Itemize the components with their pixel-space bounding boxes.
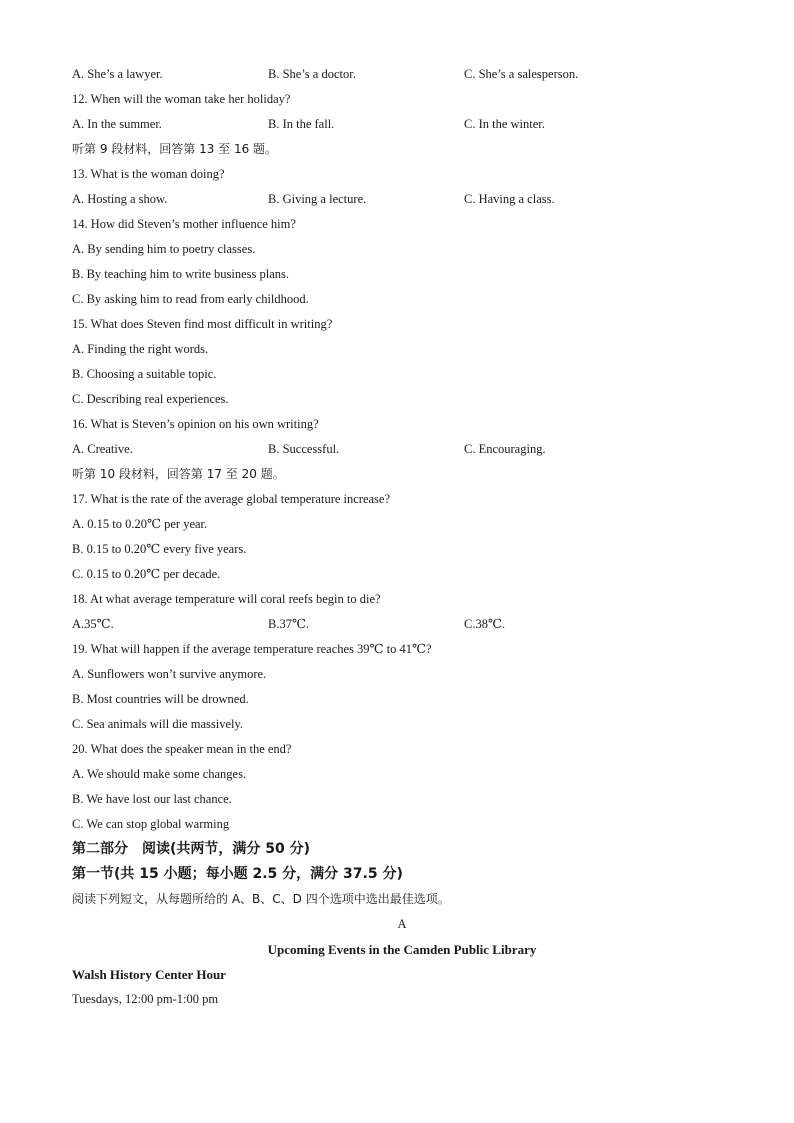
q11-option-a: A. She’s a lawyer.: [72, 67, 163, 81]
q19-option-b: B. Most countries will be drowned.: [72, 692, 249, 706]
q15-option-a: A. Finding the right words.: [72, 342, 209, 356]
q20-option-b: B. We have lost our last chance.: [72, 792, 232, 806]
q16-options: [72, 437, 732, 462]
q13-option-b: B. Giving a lecture.: [268, 192, 367, 206]
q11-options: [72, 62, 732, 87]
q17-stem: 17. What is the rate of the average global temperature increase?: [72, 492, 391, 506]
q16-stem: 16. What is Steven’s opinion on his own writing?: [72, 417, 319, 431]
section-9-heading: 听第 9 段材料，回答第 13 至 16 题。: [72, 142, 278, 156]
q14-option-a: A. By sending him to poetry classes.: [72, 242, 256, 256]
q18-options: [72, 612, 732, 637]
q14-stem: 14. How did Steven’s mother influence him?: [72, 217, 296, 231]
section-10-heading: 听第 10 段材料，回答第 17 至 20 题。: [72, 467, 285, 481]
q18-option-c: C.38℃.: [464, 617, 506, 631]
q12-option-a: A. In the summer.: [72, 117, 162, 131]
q15-stem: 15. What does Steven find most difficult in writing?: [72, 317, 333, 331]
q19-option-c: C. Sea animals will die massively.: [72, 717, 244, 731]
q20-option-c: C. We can stop global warming: [72, 817, 230, 831]
q18-stem: 18. At what average temperature will coral reefs begin to die?: [72, 592, 381, 606]
q19-option-a: A. Sunflowers won’t survive anymore.: [72, 667, 267, 681]
q11-option-c: C. She’s a salesperson.: [464, 67, 579, 81]
q14-option-b: B. By teaching him to write business plans.: [72, 267, 289, 281]
q18-option-a: A.35℃.: [72, 617, 114, 631]
q11-option-b: B. She’s a doctor.: [268, 67, 356, 81]
q12-options: [72, 112, 732, 137]
event-1-time: Tuesdays, 12:00 pm-1:00 pm: [72, 992, 219, 1006]
q17-option-c: C. 0.15 to 0.20℃ per decade.: [72, 567, 221, 581]
reading-instruction: 阅读下列短文，从每题所给的 A、B、C、D 四个选项中选出最佳选项。: [72, 892, 450, 906]
passage-title: Upcoming Events in the Camden Public Library: [267, 942, 537, 957]
part-2-heading: 第二部分 阅读(共两节，满分 50 分): [72, 841, 311, 857]
q13-option-a: A. Hosting a show.: [72, 192, 168, 206]
q16-option-b: B. Successful.: [268, 442, 340, 456]
exam-page: [72, 62, 732, 1012]
q12-option-c: C. In the winter.: [464, 117, 545, 131]
q13-option-c: C. Having a class.: [464, 192, 555, 206]
q12-option-b: B. In the fall.: [268, 117, 335, 131]
part-2-section-1-heading: 第一节(共 15 小题；每小题 2.5 分，满分 37.5 分): [72, 866, 403, 882]
q20-option-a: A. We should make some changes.: [72, 767, 247, 781]
q12-stem: 12. When will the woman take her holiday?: [72, 92, 291, 106]
q13-options: [72, 187, 732, 212]
event-1-name: Walsh History Center Hour: [72, 967, 226, 982]
passage-letter: A: [397, 917, 407, 931]
q16-option-c: C. Encouraging.: [464, 442, 546, 456]
q20-stem: 20. What does the speaker mean in the end?: [72, 742, 292, 756]
q18-option-b: B.37℃.: [268, 617, 310, 631]
q19-stem: 19. What will happen if the average temperature reaches 39℃ to 41℃?: [72, 642, 432, 656]
q14-option-c: C. By asking him to read from early childhood.: [72, 292, 309, 306]
q13-stem: 13. What is the woman doing?: [72, 167, 225, 181]
q17-option-b: B. 0.15 to 0.20℃ every five years.: [72, 542, 247, 556]
q15-option-c: C. Describing real experiences.: [72, 392, 229, 406]
q17-option-a: A. 0.15 to 0.20℃ per year.: [72, 517, 208, 531]
q15-option-b: B. Choosing a suitable topic.: [72, 367, 217, 381]
q16-option-a: A. Creative.: [72, 442, 133, 456]
